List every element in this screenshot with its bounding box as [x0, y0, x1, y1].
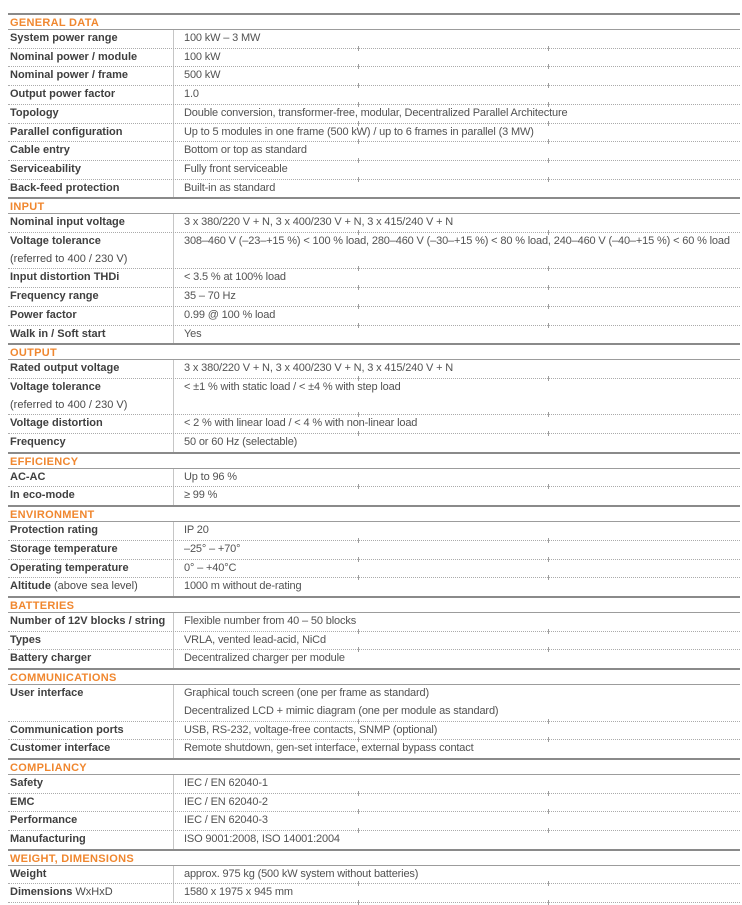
row-value-line: USB, RS-232, voltage-free contacts, SNMP (optional) — [184, 723, 438, 736]
row-value-line: –25° – +70° — [184, 542, 241, 555]
row-value — [174, 30, 740, 48]
row-label — [8, 613, 174, 631]
section-header — [8, 197, 740, 214]
section-header — [8, 849, 740, 866]
section-title: INPUT — [10, 201, 45, 214]
section-body — [8, 214, 740, 343]
row-label-text: Types — [10, 633, 41, 646]
row-value — [174, 560, 740, 578]
row-label — [8, 722, 174, 740]
row-value — [174, 469, 740, 487]
row-label-text: Output power factor — [10, 88, 116, 101]
row-value-line: 3 x 380/220 V + N, 3 x 400/230 V + N, 3 x 415/240 V + N — [184, 362, 454, 375]
row-label — [8, 740, 174, 758]
row-value — [174, 49, 740, 67]
row-label-text: Nominal power / frame — [10, 69, 128, 82]
row-value — [174, 522, 740, 540]
row-value — [174, 632, 740, 650]
row-value-line: IEC / EN 62040-1 — [184, 776, 268, 789]
section-body — [8, 30, 740, 197]
spec-row — [8, 67, 740, 86]
row-label-note: (above sea level) — [54, 580, 138, 593]
row-label — [8, 105, 174, 123]
spec-row — [8, 86, 740, 105]
row-label-text: Frequency — [10, 436, 66, 449]
row-value — [174, 541, 740, 559]
spec-row — [8, 214, 740, 233]
row-label — [8, 142, 174, 160]
row-value-line: Up to 5 modules in one frame (500 kW) / up to 6 frames in parallel (3 MW) — [184, 125, 534, 138]
section-header — [8, 668, 740, 685]
row-label-text: Topology — [10, 106, 59, 119]
row-label-text: Rated output voltage — [10, 362, 120, 375]
row-value-line: 3 x 380/220 V + N, 3 x 400/230 V + N, 3 x 415/240 V + N — [184, 216, 454, 229]
section-title: WEIGHT, DIMENSIONS — [10, 852, 134, 865]
spec-row — [8, 522, 740, 541]
row-value — [174, 233, 740, 268]
row-value-line: IEC / EN 62040-3 — [184, 814, 268, 827]
row-value — [174, 812, 740, 830]
row-value — [174, 180, 740, 198]
row-value-line: approx. 975 kg (500 kW system without batteries) — [184, 867, 419, 880]
row-label — [8, 794, 174, 812]
row-value-line: 0.99 @ 100 % load — [184, 308, 276, 321]
row-label-text: Manufacturing — [10, 833, 86, 846]
row-value-line: Flexible number from 40 – 50 blocks — [184, 614, 357, 627]
row-value-line: ISO 9001:2008, ISO 14001:2004 — [184, 833, 340, 846]
section-header — [8, 343, 740, 360]
row-label-text: User interface — [10, 687, 84, 700]
row-value — [174, 67, 740, 85]
row-label — [8, 775, 174, 793]
row-value-line: < ±1 % with static load / < ±4 % with step load — [184, 380, 401, 393]
spec-row — [8, 415, 740, 434]
row-value-line: Decentralized LCD + mimic diagram (one per module as standard) — [184, 704, 499, 717]
spec-section — [8, 343, 740, 452]
row-value-line: IP 20 — [184, 524, 209, 537]
row-value — [174, 379, 740, 414]
row-value — [174, 740, 740, 758]
spec-section — [8, 849, 740, 903]
row-label — [8, 487, 174, 505]
row-label-text: Serviceability — [10, 162, 81, 175]
row-label-text: Voltage tolerance — [10, 235, 101, 248]
row-label — [8, 812, 174, 830]
row-label-line2: (referred to 400 / 230 V) — [10, 252, 128, 265]
row-label-text: Weight — [10, 867, 47, 880]
row-value — [174, 415, 740, 433]
row-label — [8, 469, 174, 487]
row-value — [174, 794, 740, 812]
row-label-text: Altitude — [10, 580, 51, 593]
row-label-text: Battery charger — [10, 652, 92, 665]
row-label — [8, 214, 174, 232]
spec-row — [8, 49, 740, 68]
spec-section — [8, 452, 740, 505]
row-label — [8, 161, 174, 179]
row-value-line: Decentralized charger per module — [184, 652, 345, 665]
section-title: GENERAL DATA — [10, 17, 100, 29]
row-label — [8, 180, 174, 198]
row-value — [174, 307, 740, 325]
row-value-line: Yes — [184, 327, 202, 340]
section-title: BATTERIES — [10, 599, 75, 612]
section-title: OUTPUT — [10, 347, 58, 360]
row-value-line: Graphical touch screen (one per frame as standard) — [184, 687, 430, 700]
row-label-text: Walk in / Soft start — [10, 327, 106, 340]
row-label-text: Nominal input voltage — [10, 216, 125, 229]
row-label-text: Protection rating — [10, 524, 99, 537]
spec-row — [8, 161, 740, 180]
spec-row — [8, 560, 740, 579]
spec-row — [8, 124, 740, 143]
section-body — [8, 360, 740, 452]
row-label — [8, 831, 174, 849]
spec-section — [8, 13, 740, 197]
row-value — [174, 288, 740, 306]
row-label-text: Safety — [10, 776, 44, 789]
row-value — [174, 650, 740, 668]
row-label-text: Number of 12V blocks / string — [10, 614, 166, 627]
row-label-text: Communication ports — [10, 723, 124, 736]
row-label — [8, 650, 174, 668]
section-body — [8, 522, 740, 596]
spec-row — [8, 326, 740, 344]
row-label-text: System power range — [10, 32, 118, 44]
row-label — [8, 379, 174, 414]
row-label-text: Performance — [10, 814, 78, 827]
row-value — [174, 142, 740, 160]
row-label-text: Power factor — [10, 308, 77, 321]
row-label — [8, 685, 174, 720]
row-value-line: 1580 x 1975 x 945 mm — [184, 886, 293, 899]
spec-row — [8, 812, 740, 831]
row-value — [174, 326, 740, 344]
spec-row — [8, 632, 740, 651]
row-label — [8, 632, 174, 650]
row-label-text: AC-AC — [10, 470, 46, 483]
row-value — [174, 269, 740, 287]
row-value-line: Double conversion, transformer-free, modular, Decentralized Parallel Architecture — [184, 106, 568, 119]
row-label-text: Voltage tolerance — [10, 380, 101, 393]
row-value-line: Built-in as standard — [184, 181, 276, 194]
row-label — [8, 124, 174, 142]
row-value-line: 1.0 — [184, 88, 199, 101]
row-value — [174, 613, 740, 631]
section-title: COMMUNICATIONS — [10, 672, 117, 685]
row-label-text: Frequency range — [10, 290, 99, 303]
row-label — [8, 307, 174, 325]
row-value-line: Up to 96 % — [184, 470, 237, 483]
row-label-note: WxHxD — [75, 886, 113, 899]
spec-row — [8, 884, 740, 903]
row-label-text: EMC — [10, 795, 35, 808]
row-label-text: Operating temperature — [10, 561, 129, 574]
spec-row — [8, 541, 740, 560]
row-value-line: 308–460 V (–23–+15 %) < 100 % load, 280–460 V (–30–+15 %) < 80 % load, 240–460 V (–40–+15 %) < 60 % load — [184, 235, 730, 248]
section-header — [8, 13, 740, 30]
row-value — [174, 161, 740, 179]
row-label-line2: (referred to 400 / 230 V) — [10, 398, 128, 411]
row-value-line: Remote shutdown, gen-set interface, external bypass contact — [184, 742, 474, 755]
row-value — [174, 831, 740, 849]
spec-row — [8, 613, 740, 632]
row-value-line: 50 or 60 Hz (selectable) — [184, 436, 298, 449]
section-body — [8, 866, 740, 903]
section-title: COMPLIANCY — [10, 761, 87, 774]
row-label-text: Voltage distortion — [10, 417, 103, 430]
spec-row — [8, 722, 740, 741]
spec-row — [8, 775, 740, 794]
row-label — [8, 67, 174, 85]
spec-row — [8, 434, 740, 452]
row-value-line: 100 kW — [184, 50, 221, 63]
row-value — [174, 775, 740, 793]
row-label — [8, 884, 174, 902]
row-label — [8, 86, 174, 104]
row-label-text: Input distortion THDi — [10, 271, 120, 284]
row-value-line: IEC / EN 62040-2 — [184, 795, 268, 808]
spec-row — [8, 469, 740, 488]
spec-row — [8, 685, 740, 721]
section-header — [8, 505, 740, 522]
row-label — [8, 541, 174, 559]
row-label-text: Back-feed protection — [10, 181, 120, 194]
row-label — [8, 269, 174, 287]
row-value-line: 100 kW – 3 MW — [184, 32, 261, 44]
row-label-text: Cable entry — [10, 144, 70, 157]
spec-row — [8, 650, 740, 668]
row-value-line: < 2 % with linear load / < 4 % with non-linear load — [184, 417, 418, 430]
section-body — [8, 613, 740, 668]
spec-row — [8, 269, 740, 288]
spec-row — [8, 487, 740, 505]
spec-section — [8, 668, 740, 758]
spec-row — [8, 142, 740, 161]
spec-row — [8, 831, 740, 849]
spec-row — [8, 307, 740, 326]
row-value — [174, 214, 740, 232]
spec-row — [8, 233, 740, 269]
section-title: ENVIRONMENT — [10, 509, 95, 522]
row-label-text: In eco-mode — [10, 489, 75, 502]
spec-row — [8, 578, 740, 596]
row-value-line: ≥ 99 % — [184, 489, 218, 502]
row-label-text: Dimensions — [10, 886, 73, 899]
row-label — [8, 560, 174, 578]
spec-section — [8, 758, 740, 849]
spec-table — [8, 13, 740, 903]
row-value-line: Bottom or top as standard — [184, 144, 307, 157]
row-value — [174, 685, 740, 720]
row-value — [174, 884, 740, 902]
row-label-text: Customer interface — [10, 742, 111, 755]
row-label — [8, 578, 174, 596]
row-label — [8, 233, 174, 268]
row-value-line: 35 – 70 Hz — [184, 290, 236, 303]
row-value-line: < 3.5 % at 100% load — [184, 271, 286, 284]
section-header — [8, 758, 740, 775]
row-value — [174, 487, 740, 505]
spec-row — [8, 866, 740, 885]
spec-section — [8, 197, 740, 343]
spec-section — [8, 596, 740, 668]
row-value — [174, 434, 740, 452]
row-label — [8, 522, 174, 540]
row-label-text: Parallel configuration — [10, 125, 123, 138]
spec-row — [8, 794, 740, 813]
row-value-line: VRLA, vented lead-acid, NiCd — [184, 633, 326, 646]
row-label — [8, 434, 174, 452]
section-title: EFFICIENCY — [10, 455, 79, 468]
row-value — [174, 124, 740, 142]
row-value — [174, 105, 740, 123]
row-value — [174, 86, 740, 104]
section-header — [8, 452, 740, 469]
row-value-line: 0° – +40°C — [184, 561, 237, 574]
section-header — [8, 596, 740, 613]
spec-row — [8, 740, 740, 758]
row-label-text: Storage temperature — [10, 542, 118, 555]
spec-row — [8, 105, 740, 124]
section-body — [8, 685, 740, 758]
row-label-text: Nominal power / module — [10, 50, 138, 63]
row-value — [174, 578, 740, 596]
row-label — [8, 30, 174, 48]
row-value-line: 1000 m without de-rating — [184, 580, 302, 593]
row-value — [174, 360, 740, 378]
row-value — [174, 866, 740, 884]
spec-row — [8, 180, 740, 198]
row-value-line: 500 kW — [184, 69, 221, 82]
row-label — [8, 866, 174, 884]
row-label — [8, 415, 174, 433]
spec-row — [8, 379, 740, 415]
spec-row — [8, 288, 740, 307]
row-label — [8, 288, 174, 306]
row-value — [174, 722, 740, 740]
spec-row — [8, 30, 740, 49]
row-label — [8, 360, 174, 378]
spec-row — [8, 360, 740, 379]
row-label — [8, 326, 174, 344]
spec-section — [8, 505, 740, 596]
section-body — [8, 775, 740, 849]
row-value-line: Fully front serviceable — [184, 162, 288, 175]
row-label — [8, 49, 174, 67]
section-body — [8, 469, 740, 505]
